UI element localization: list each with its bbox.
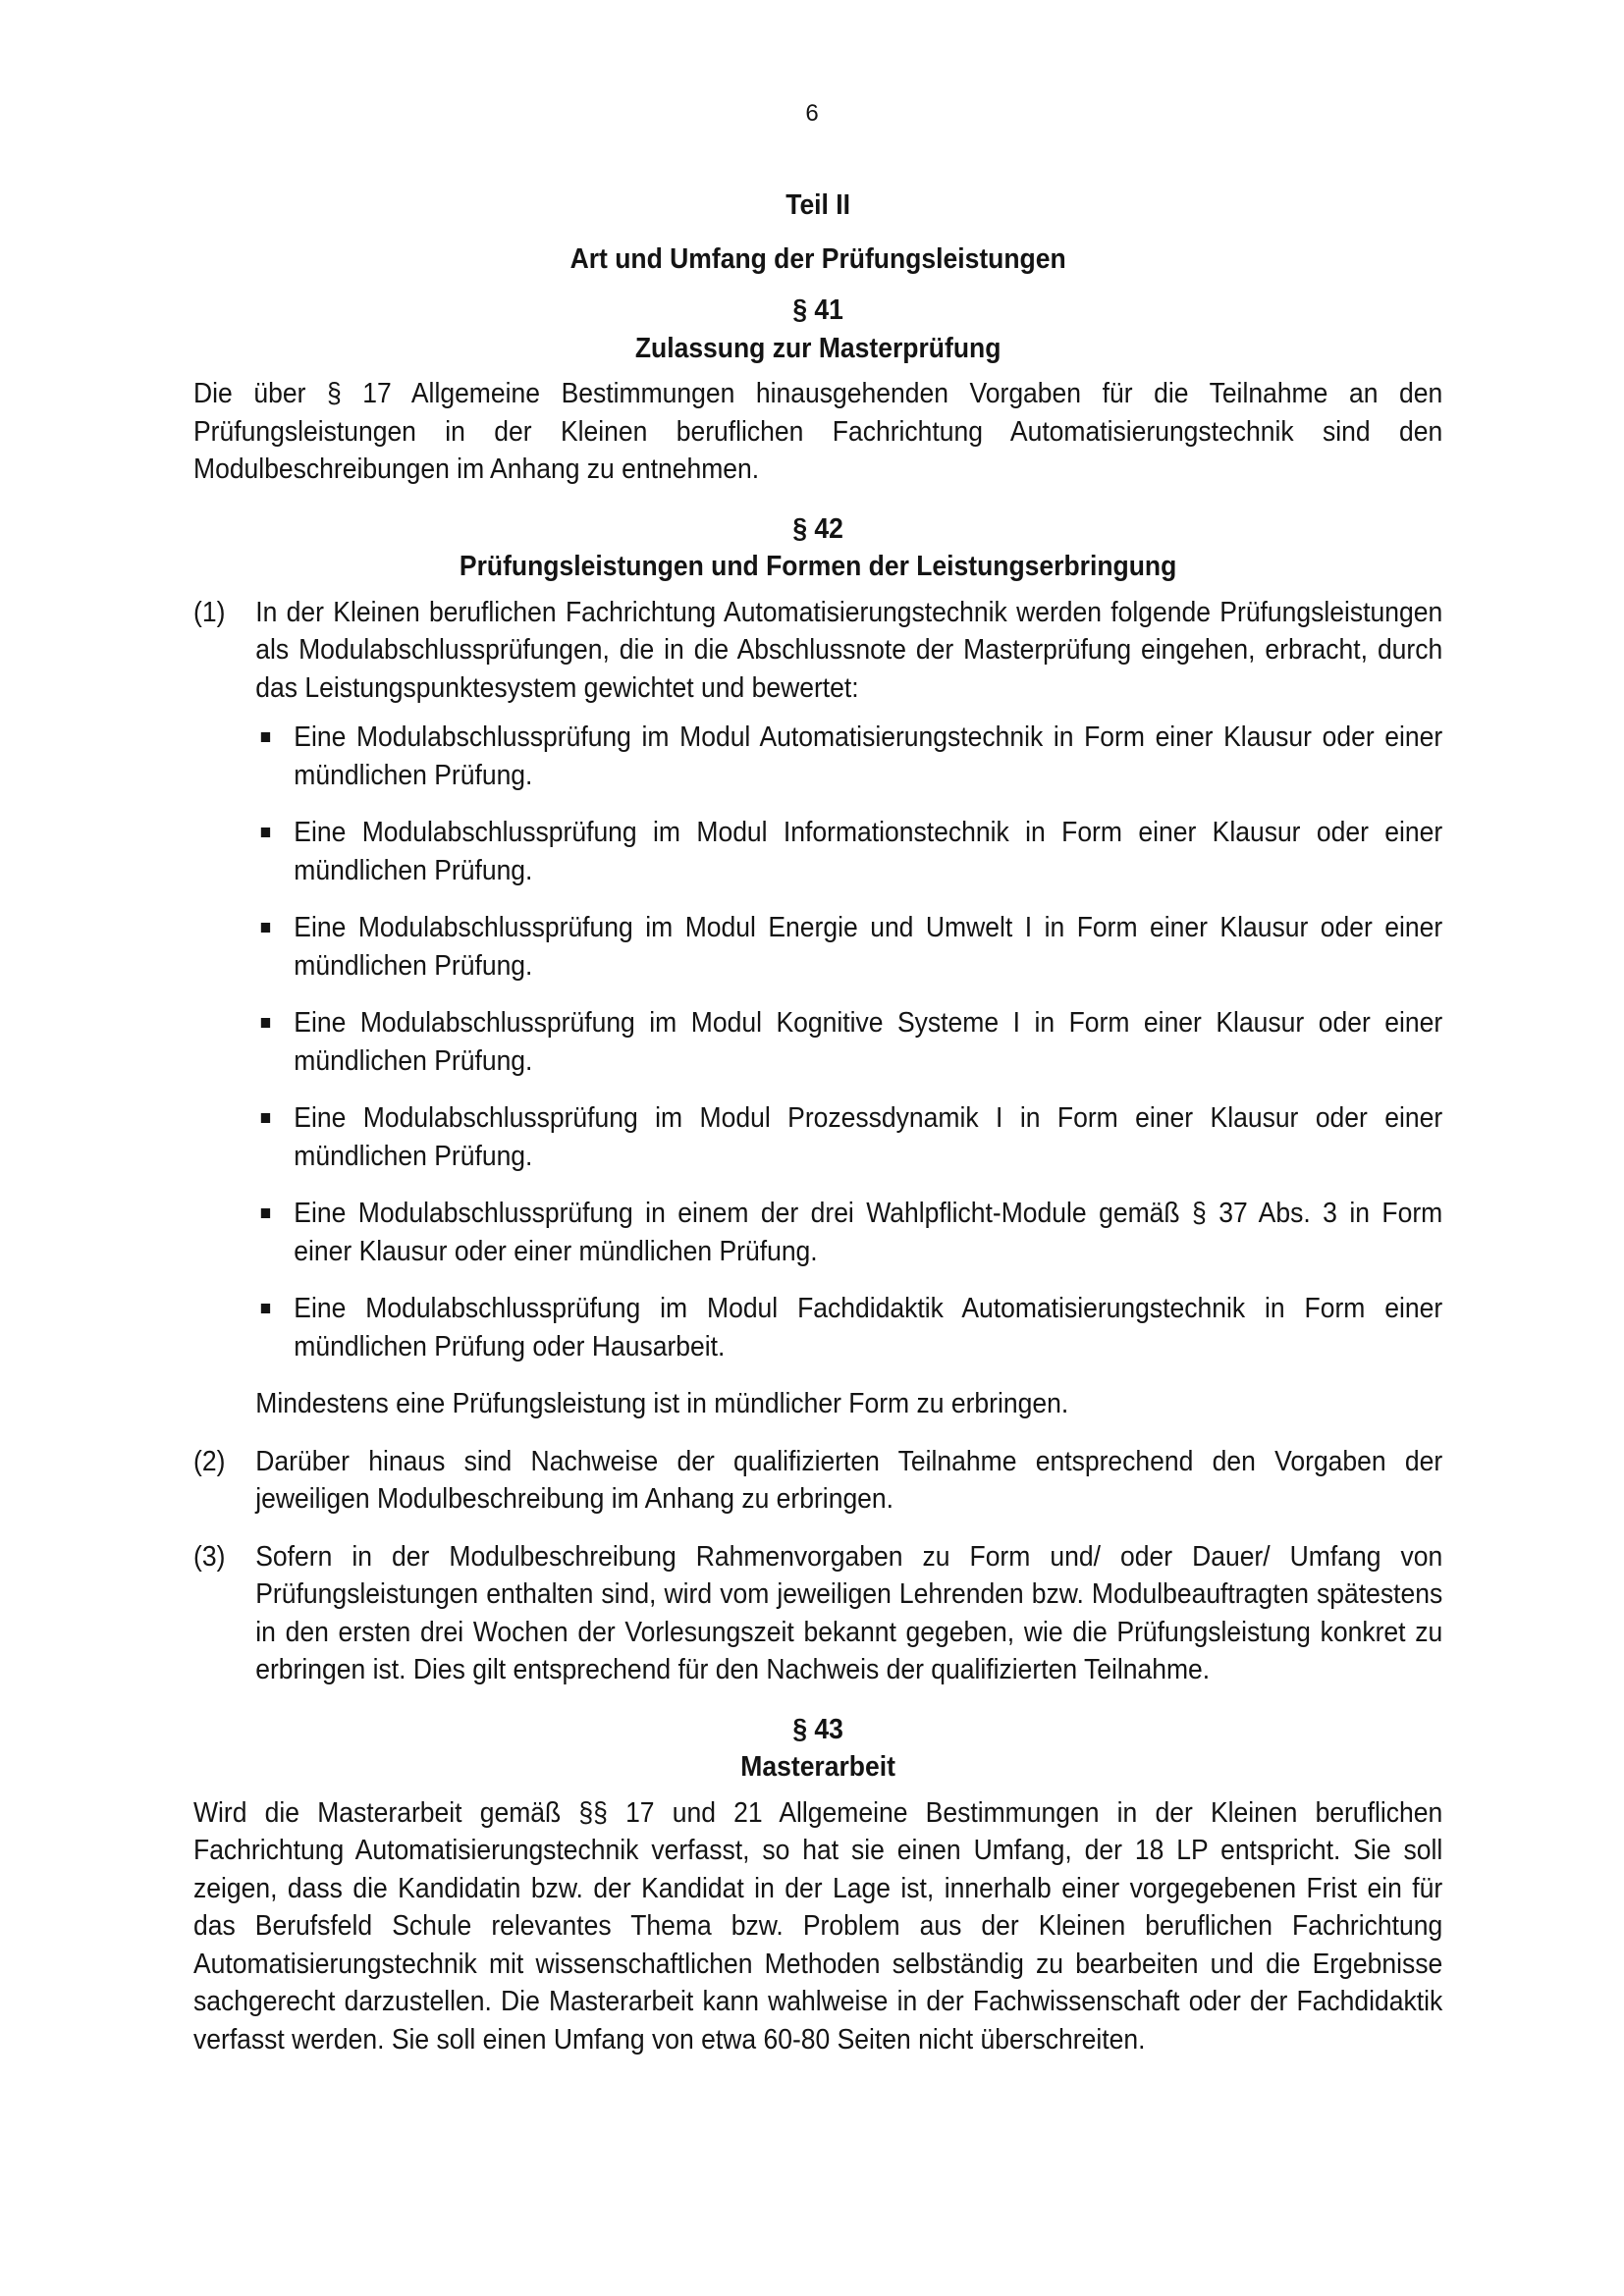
list-item-text: Eine Modulabschlussprüfung im Modul Energie und Umwelt I in Form einer Klausur oder einer mündlichen Prüfung.: [294, 912, 1443, 982]
list-item-text: Eine Modulabschlussprüfung im Modul Informationstechnik in Form einer Klausur oder einer mündlichen Prüfung.: [294, 817, 1443, 886]
list-item: [255, 1195, 1442, 1270]
clause-1-note: Mindestens eine Prüfungsleistung ist in mündlicher Form zu erbringen.: [255, 1388, 1069, 1419]
section-43-number: § 43: [792, 1713, 843, 1745]
list-item: [255, 719, 1442, 794]
clause-number: (1): [193, 596, 226, 628]
list-item: [255, 814, 1442, 889]
section-42-title: Prüfungsleistungen und Formen der Leistungserbringung: [459, 551, 1177, 582]
section-41-body: Die über § 17 Allgemeine Bestimmungen hinausgehenden Vorgaben für die Teilnahme an den Prüfungsleistungen in der Kleinen beruflichen Fachrichtung Automatisierungstechnik sind den Modulbeschreibungen im Anhang zu entnehmen.: [193, 378, 1443, 485]
section-42-number: § 42: [792, 512, 843, 545]
list-item: [255, 909, 1442, 985]
clause-text: Sofern in der Modulbeschreibung Rahmenvorgaben zu Form und/ oder Dauer/ Umfang von Prüfungsleistungen enthalten sind, wird vom jeweiligen Lehrenden bzw. Modulbeauftragten spätestens in den ersten drei Wochen der Vorlesungszeit bekannt gegeben, wie die Prüfungsleistung konkret zu erbringen ist. Dies gilt entsprechend für den Nachweis der qualifizierten Teilnahme.: [255, 1540, 1443, 1685]
square-bullet-icon: [255, 1004, 294, 1080]
square-bullet-icon: [255, 1195, 294, 1270]
list-item: [255, 1099, 1442, 1175]
clause-text: In der Kleinen beruflichen Fachrichtung Automatisierungstechnik werden folgende Prüfungsleistungen als Modulabschlussprüfungen, die in die Abschlussnote der Masterprüfung eingehen, erbracht, durch das Leistungspunktesystem gewichtet und bewertet:: [255, 596, 1443, 704]
list-item-text: Eine Modulabschlussprüfung im Modul Kognitive Systeme I in Form einer Klausur oder einer mündlichen Prüfung.: [294, 1007, 1443, 1077]
clause-text: Darüber hinaus sind Nachweise der qualifizierten Teilnahme entsprechend den Vorgaben der jeweiligen Modulbeschreibung im Anhang zu erbringen.: [255, 1445, 1443, 1515]
section-43-title: Masterarbeit: [740, 1751, 895, 1783]
clause-1: [193, 594, 1442, 1423]
section-41-number: § 41: [792, 294, 843, 326]
square-bullet-icon: [255, 719, 294, 794]
page-number: 6: [805, 100, 819, 127]
clause-number: (2): [193, 1445, 226, 1477]
part-label: Teil II: [785, 189, 851, 221]
list-item-text: Eine Modulabschlussprüfung im Modul Prozessdynamik I in Form einer Klausur oder einer mündlichen Prüfung.: [294, 1102, 1443, 1172]
square-bullet-icon: [255, 1290, 294, 1365]
clause-number: (3): [193, 1540, 226, 1573]
clause-3: [193, 1538, 1442, 1689]
square-bullet-icon: [255, 814, 294, 889]
part-title: Art und Umfang der Prüfungsleistungen: [569, 242, 1066, 275]
section-41-title: Zulassung zur Masterprüfung: [634, 332, 1001, 364]
square-bullet-icon: [255, 1099, 294, 1175]
exam-list: [255, 719, 1442, 1365]
list-item-text: Eine Modulabschlussprüfung in einem der drei Wahlpflicht-Module gemäß § 37 Abs. 3 in Form einer Klausur oder einer mündlichen Prüfung.: [294, 1198, 1443, 1267]
square-bullet-icon: [255, 909, 294, 985]
list-item-text: Eine Modulabschlussprüfung im Modul Automatisierungstechnik in Form einer Klausur oder einer mündlichen Prüfung.: [294, 721, 1443, 791]
list-item: [255, 1290, 1442, 1365]
page-content: [193, 187, 1442, 2058]
section-43-body: Wird die Masterarbeit gemäß §§ 17 und 21 Allgemeine Bestimmungen in der Kleinen beruflichen Fachrichtung Automatisierungstechnik verfasst, so hat sie einen Umfang, der 18 LP entspricht. Sie soll zeigen, dass die Kandidatin bzw. der Kandidat in der Lage ist, innerhalb einer vorgegebenen Frist ein für das Berufsfeld Schule relevantes Thema bzw. Problem aus der Kleinen beruflichen Fachrichtung Automatisierungstechnik mit wissenschaftlichen Methoden selbständig zu bearbeiten und die Ergebnisse sachgerecht darzustellen. Die Masterarbeit kann wahlweise in der Fachwissenschaft oder der Fachdidaktik verfasst werden. Sie soll einen Umfang von etwa 60-80 Seiten nicht überschreiten.: [193, 1796, 1443, 2056]
list-item-text: Eine Modulabschlussprüfung im Modul Fachdidaktik Automatisierungstechnik in Form einer mündlichen Prüfung oder Hausarbeit.: [294, 1293, 1443, 1362]
list-item: [255, 1004, 1442, 1080]
clause-2: [193, 1443, 1442, 1519]
